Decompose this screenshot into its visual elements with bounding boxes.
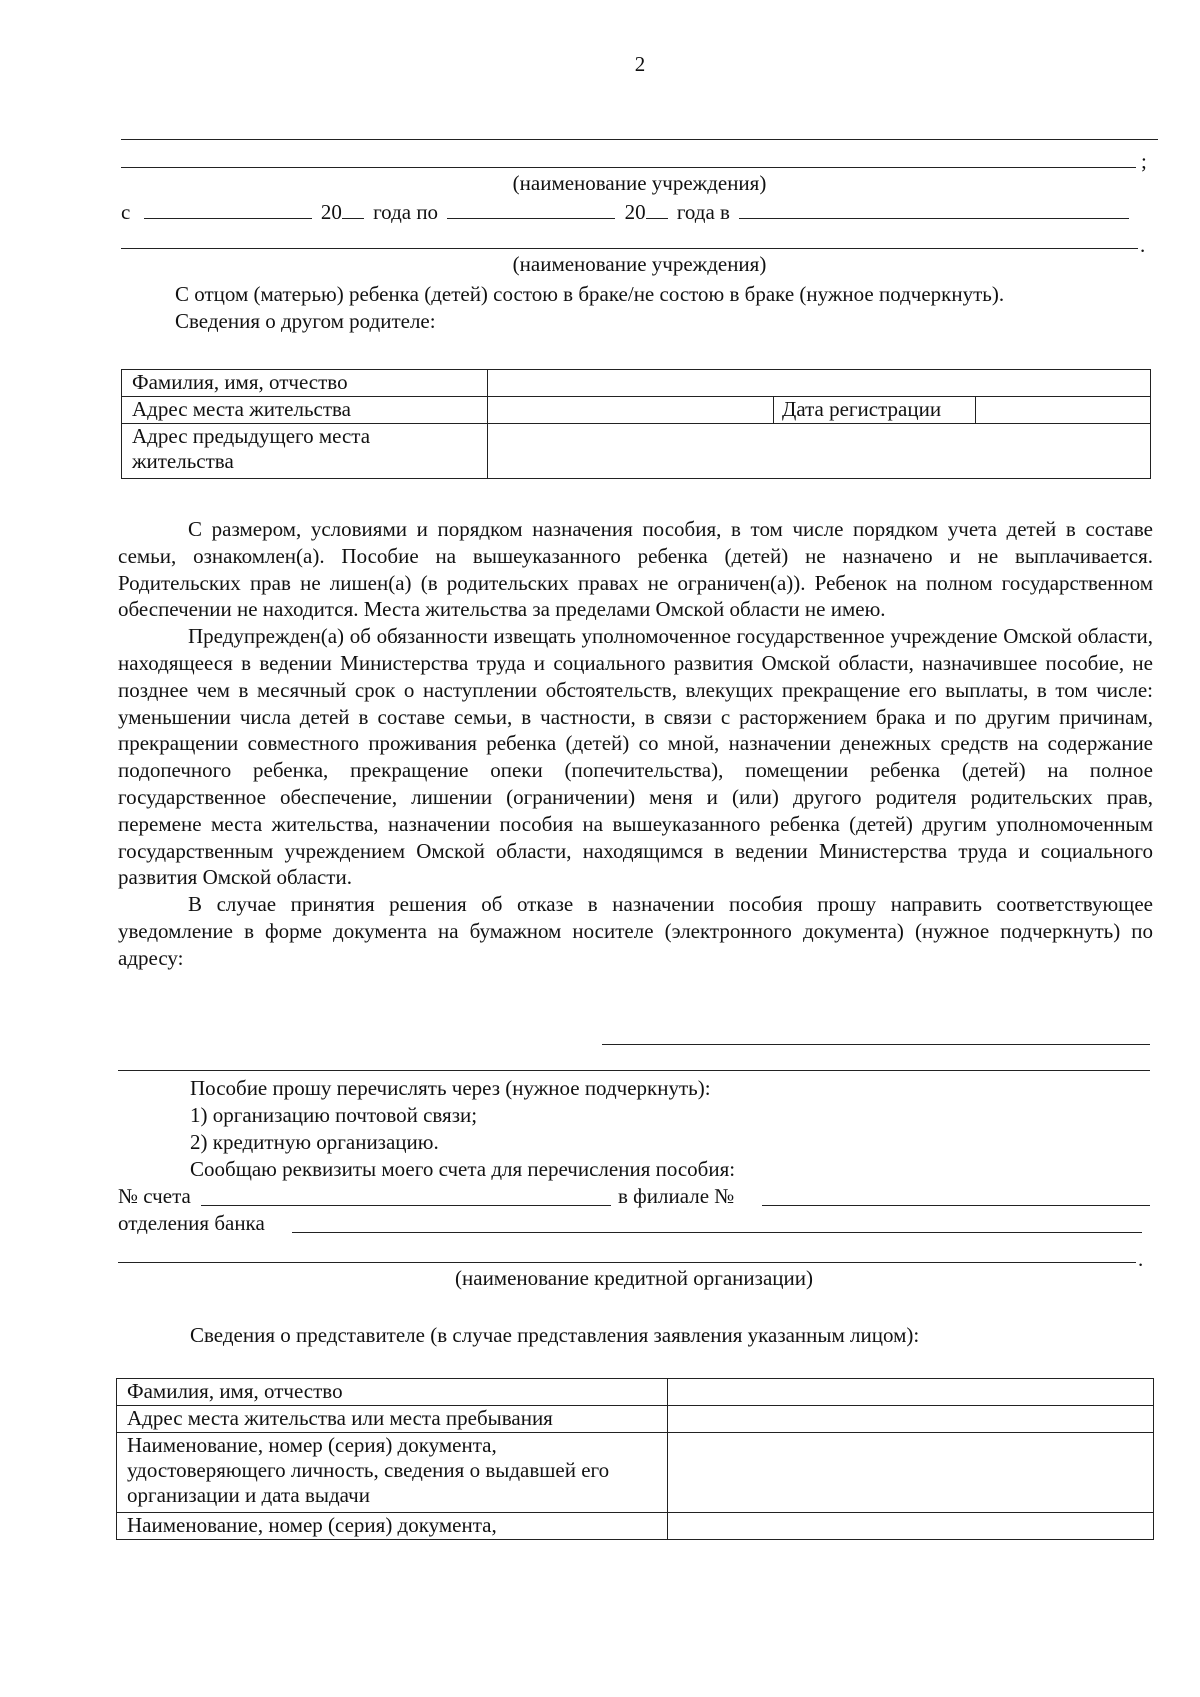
other-parent-address-label: Адрес места жительства [122,397,488,424]
period-line [121,198,1129,225]
institution-field-2[interactable] [739,198,1129,219]
refusal-address-field-2[interactable] [118,1070,1150,1071]
date-from-field[interactable] [144,198,312,219]
other-parent-table [121,369,1151,479]
date-to-field[interactable] [447,198,615,219]
payment-intro: Пособие прошу перечислять через (нужное подчеркнуть): [190,1076,711,1100]
other-parent-fio-label: Фамилия, имя, отчество [122,370,488,397]
branch-number-field[interactable] [762,1205,1150,1206]
other-parent-heading: Сведения о другом родителе: [175,309,436,333]
rep-id-doc-label: Наименование, номер (серия) документа, удостоверяющего личность, сведения о выдавшей его организации и дата выдачи [117,1433,668,1513]
rep-fio-value[interactable] [668,1379,1154,1406]
year-prefix-2: 20 [624,200,646,224]
representative-intro: Сведения о представителе (в случае представления заявления указанным лицом): [190,1323,920,1347]
institution-semicolon: ; [1141,149,1147,173]
rep-authority-doc-label: Наименование, номер (серия) документа, [117,1513,668,1540]
period-end-dot: . [1140,233,1146,257]
account-label: № счета [118,1184,191,1208]
rep-id-doc-value[interactable] [668,1433,1154,1513]
branch-label: в филиале № [618,1184,735,1208]
payment-option-bank: 2) кредитную организацию. [190,1130,439,1154]
representative-table [116,1378,1154,1540]
other-parent-reg-date-value[interactable] [976,397,1151,424]
caption-institution-1: (наименование учреждения) [512,171,767,195]
institution-line-3 [121,248,1138,249]
paragraph-conditions: С размером, условиями и порядком назначения пособия, в том числе порядком учета детей в составе семьи, ознакомлен(а). Пособие на вышеуказанного ребенка (детей) не назначено и не выплачивается. Родительских прав не лишен(а) (в родительских правах не ограничен(а)). Ребенок на полном государственном обеспечении не находится. Места жительства за пределами Омской области не имею. [118,517,1153,622]
credit-org-field[interactable] [118,1262,1136,1263]
paragraph-obligations: Предупрежден(а) об обязанности извещать уполномоченное государственное учреждение Омской области, находящееся в ведении Министерства труда и социального развития Омской области, назначившее пособие, не позднее чем в месячный срок о наступлении обстоятельств, влекущих прекращение его выплаты, в том числе: уменьшении числа детей в составе семьи, в частности, в связи с расторжением брака и по другим причинам, прекращении совместного проживания ребенка (детей) со мной, назначении денежных средств на содержание подопечного ребенка, прекращение опеки (попечительства), помещении ребенка (детей) на полное государственное обеспечение, лишении (ограничении) меня и (или) другого родителя родительских прав, перемене места жительства, назначении пособия на вышеуказанного ребенка (детей) другим уполномоченным государственным учреждением Омской области, находящимся в ведении Министерства труда и социального развития Омской области. [118,624,1153,890]
page-number: 2 [634,52,646,76]
marital-status-text: С отцом (матерью) ребенка (детей) состою в браке/не состою в браке (нужное подчеркнуть). [175,282,1005,306]
rep-fio-label: Фамилия, имя, отчество [117,1379,668,1406]
other-parent-prev-address-label: Адрес предыдущего места жительства [122,424,488,479]
account-number-field[interactable] [201,1205,611,1206]
rep-address-label: Адрес места жительства или места пребывания [117,1406,668,1433]
period-in-text: года в [676,200,730,224]
rep-address-value[interactable] [668,1406,1154,1433]
year-from-field[interactable] [342,198,364,219]
other-parent-prev-address-value[interactable] [488,424,1151,479]
department-label: отделения банка [118,1211,265,1235]
year-prefix-1: 20 [320,200,342,224]
year-to-field[interactable] [646,198,668,219]
caption-institution-2: (наименование учреждения) [512,252,767,276]
institution-line-1 [121,139,1158,140]
account-intro: Сообщаю реквизиты моего счета для перечисления пособия: [190,1157,736,1181]
other-parent-reg-date-label: Дата регистрации [774,397,976,424]
period-from-prefix: с [121,200,131,224]
credit-org-end-dot: . [1138,1247,1144,1271]
caption-credit-org: (наименование кредитной организации) [455,1266,813,1290]
other-parent-fio-value[interactable] [488,370,1151,397]
paragraph-refusal: В случае принятия решения об отказе в назначении пособия прошу направить соответствующее уведомление в форме документа на бумажном носителе (электронного документа) (нужное подчеркнуть) по адресу: [118,892,1153,970]
other-parent-address-value[interactable] [488,397,774,424]
rep-authority-doc-value[interactable] [668,1513,1154,1540]
period-to-text: года по [373,200,439,224]
payment-option-post: 1) организацию почтовой связи; [190,1103,478,1127]
institution-line-2 [121,167,1136,168]
refusal-address-field[interactable] [602,1044,1150,1045]
conditions-paragraphs [118,516,1153,972]
department-field[interactable] [292,1232,1142,1233]
